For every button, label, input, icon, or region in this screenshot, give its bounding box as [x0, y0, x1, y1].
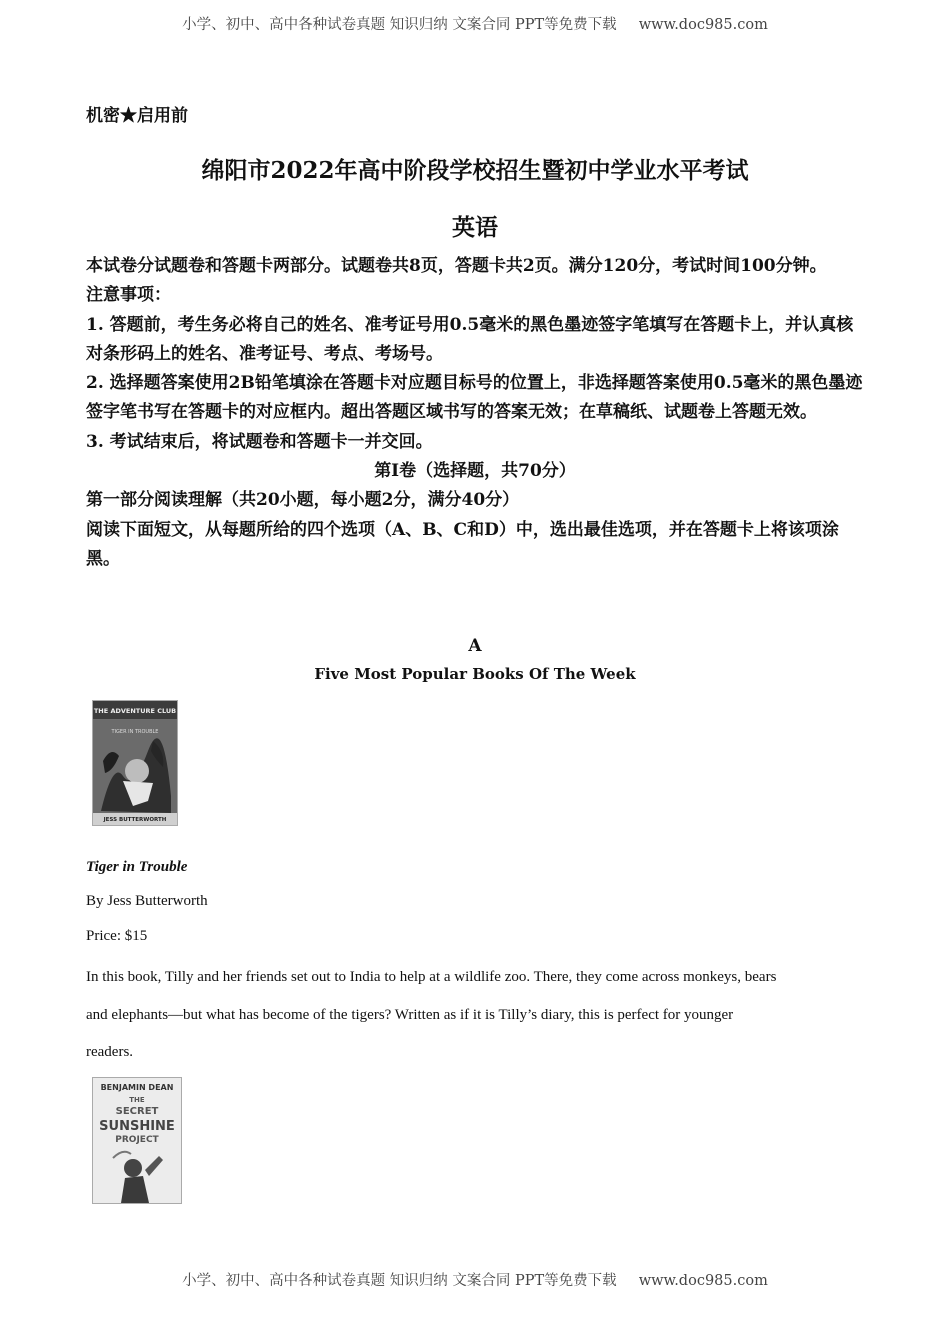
cover-1-author-text: JESS BUTTERWORTH — [103, 817, 167, 823]
subject-title: 英语 — [452, 214, 498, 241]
volume-heading: 第I卷（选择题，共70分） — [374, 461, 576, 482]
intro-text: 本试卷分试题卷和答题卡两部分。试题卷共8页，答题卡共2页。满分120分，考试时间100分钟。 — [86, 256, 827, 276]
cover-2-title-the: THE — [129, 1096, 145, 1104]
cover-2-title-sunshine: SUNSHINE — [99, 1119, 175, 1134]
book-title: Tiger in Trouble — [86, 859, 188, 875]
book-cover-secret-sunshine-project — [92, 1077, 182, 1204]
description-line: In this book, Tilly and her friends set out to India to help at a wildlife zoo. There, they come across monkeys, bears — [86, 969, 777, 985]
directions-text: 阅读下面短文，从每题所给的四个选项（A、B、C和D）中，选出最佳选项，并在答题卡上将该项涂黑。 — [86, 519, 839, 569]
note-item: 2. 选择题答案使用2B铅笔填涂在答题卡对应题目标号的位置上，非选择题答案使用0.5毫米的黑色墨迹签字笔书写在答题卡的对应框内。超出答题区域书写的答案无效；在草稿纸、试题卷上答题无效。 — [86, 373, 863, 423]
cover-2-title-project: PROJECT — [115, 1135, 159, 1145]
header-url[interactable]: www.doc985.com — [638, 17, 768, 33]
header-text: 小学、初中、高中各种试卷真题 知识归纳 文案合同 PPT等免费下载 — [182, 17, 617, 33]
cover-2-author-text: BENJAMIN DEAN — [100, 1083, 174, 1092]
part-heading: 第一部分阅读理解（共20小题，每小题2分，满分40分） — [86, 490, 520, 511]
cover-art-1 — [93, 701, 177, 825]
section-letter: A — [468, 636, 482, 656]
footer-text: 小学、初中、高中各种试卷真题 知识归纳 文案合同 PPT等免费下载 — [182, 1273, 617, 1289]
description-line: readers. — [86, 1044, 134, 1060]
note-item: 3. 考试结束后，将试题卷和答题卡一并交回。 — [86, 431, 433, 452]
cover-art-2 — [93, 1078, 181, 1203]
instructions-block — [86, 252, 864, 574]
book-description — [86, 959, 866, 1072]
book-list-title: Five Most Popular Books Of The Week — [314, 665, 636, 683]
notice-heading: 注意事项： — [86, 285, 171, 306]
footer-url[interactable]: www.doc985.com — [638, 1273, 768, 1289]
cover-1-title-text: TIGER IN TROUBLE — [111, 729, 159, 735]
cover-2-title-secret: SECRET — [115, 1106, 159, 1117]
cover-1-series-text: THE ADVENTURE CLUB — [93, 707, 177, 715]
book-price: Price: $15 — [86, 928, 148, 944]
description-line: and elephants—but what has become of the tigers? Written as if it is Tilly’s diary, this is perfect for younger — [86, 1006, 734, 1023]
exam-title: 绵阳市2022年高中阶段学校招生暨初中学业水平考试 — [201, 157, 749, 184]
note-item: 1. 答题前，考生务必将自己的姓名、准考证号用0.5毫米的黑色墨迹签字笔填写在答题卡上，并认真核对条形码上的姓名、准考证号、考点、考场号。 — [86, 314, 854, 364]
book-author: By Jess Butterworth — [86, 893, 208, 909]
confidential-label: 机密★启用前 — [86, 106, 188, 126]
page-footer — [0, 1269, 950, 1290]
book-cover-tiger-in-trouble — [92, 700, 178, 826]
page-header — [0, 13, 950, 34]
